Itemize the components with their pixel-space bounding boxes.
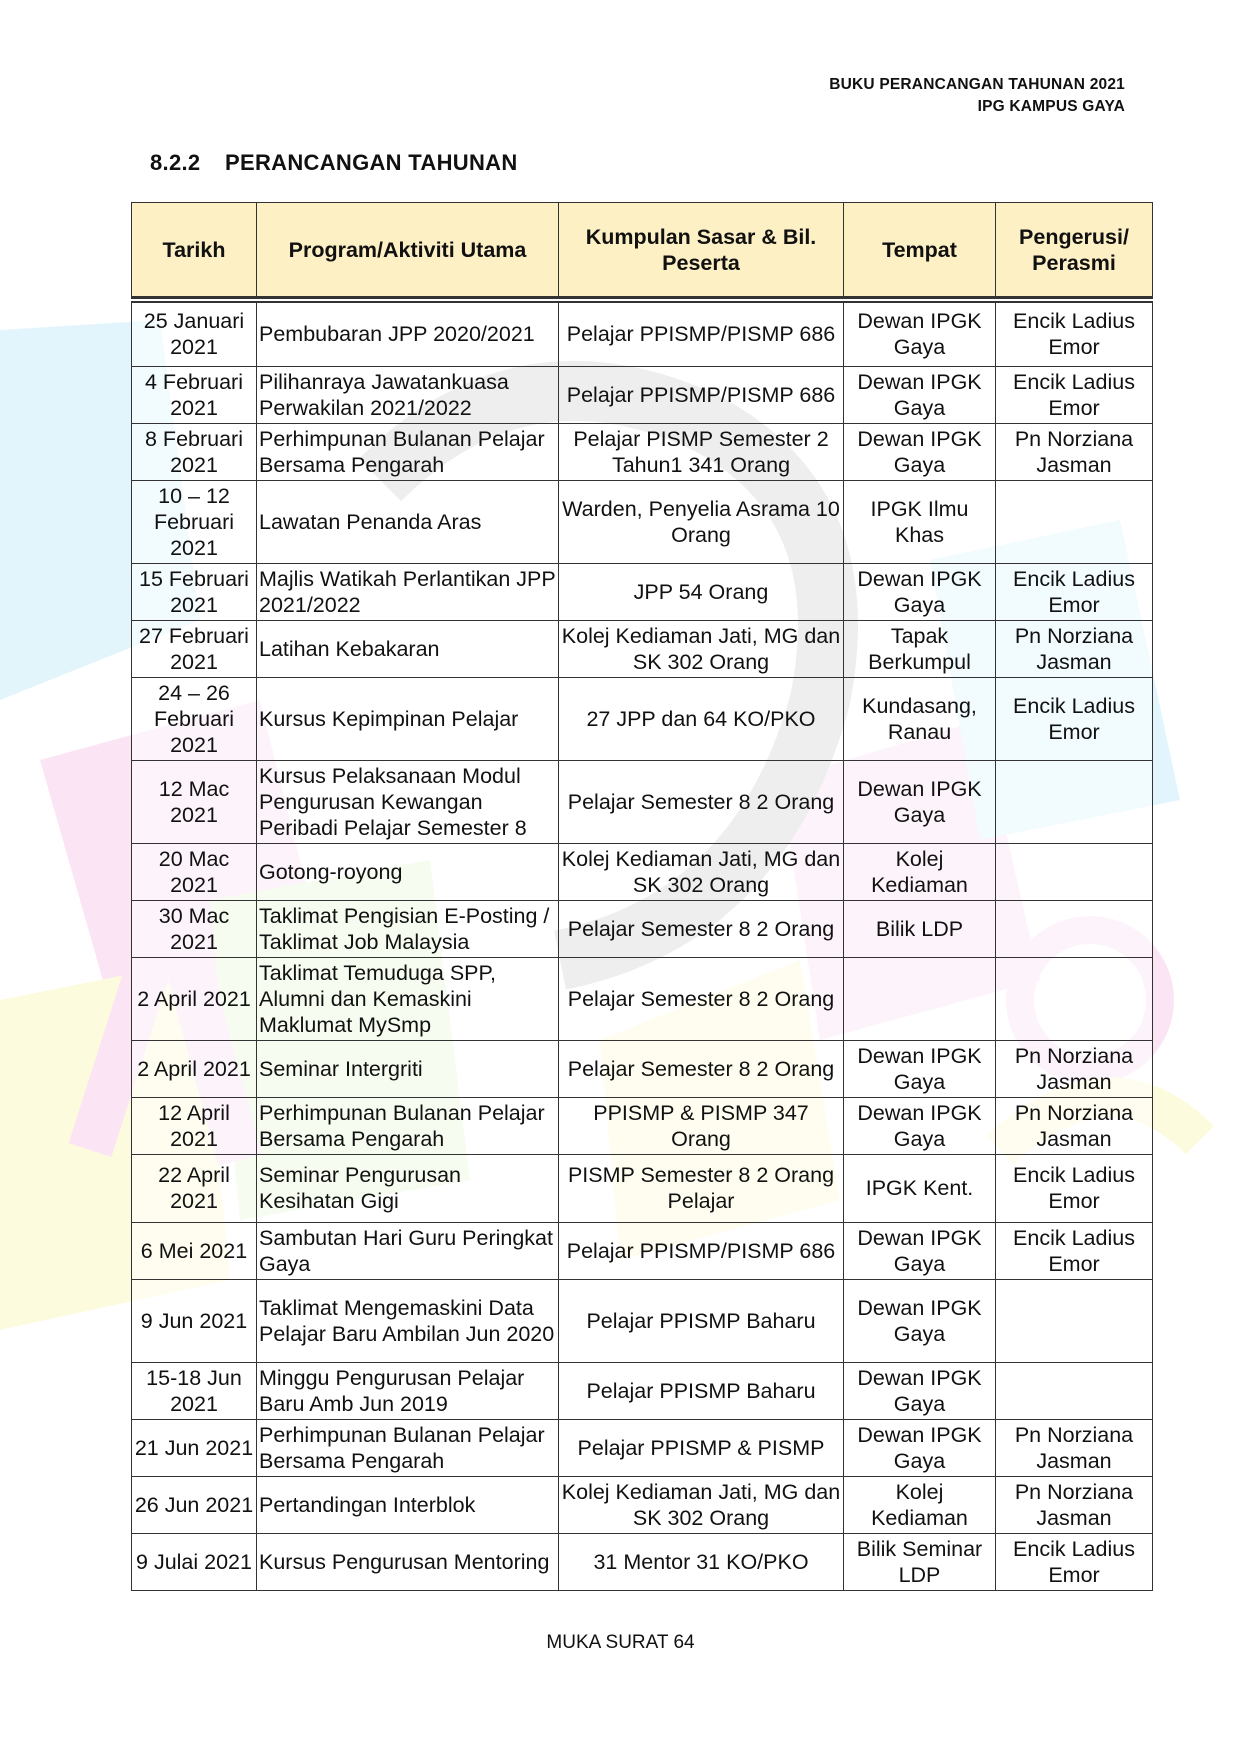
cell-program: Majlis Watikah Perlantikan JPP 2021/2022 <box>257 563 559 620</box>
cell-tempat: Kundasang, Ranau <box>844 677 996 760</box>
cell-kumpulan: JPP 54 Orang <box>559 563 844 620</box>
table-row <box>132 1154 1153 1222</box>
table-row <box>132 1097 1153 1154</box>
cell-program: Minggu Pengurusan Pelajar Baru Amb Jun 2019 <box>257 1362 559 1419</box>
cell-pengerusi: Encik Ladius Emor <box>996 1222 1153 1279</box>
section-title: PERANCANGAN TAHUNAN <box>225 150 518 175</box>
cell-kumpulan: Pelajar PPISMP Baharu <box>559 1279 844 1362</box>
cell-pengerusi: Pn Norziana Jasman <box>996 423 1153 480</box>
cell-tarikh: 27 Februari 2021 <box>132 620 257 677</box>
cell-program: Taklimat Mengemaskini Data Pelajar Baru Ambilan Jun 2020 <box>257 1279 559 1362</box>
cell-tarikh: 4 Februari 2021 <box>132 366 257 423</box>
cell-tarikh: 10 – 12 Februari 2021 <box>132 480 257 563</box>
cell-tarikh: 12 Mac 2021 <box>132 760 257 843</box>
header-title: BUKU PERANCANGAN TAHUNAN 2021 <box>829 76 1125 93</box>
cell-pengerusi: Encik Ladius Emor <box>996 1533 1153 1590</box>
cell-tarikh: 22 April 2021 <box>132 1154 257 1222</box>
cell-pengerusi: Pn Norziana Jasman <box>996 620 1153 677</box>
table-row <box>132 300 1153 366</box>
table-row <box>132 1040 1153 1097</box>
cell-program: Taklimat Temuduga SPP, Alumni dan Kemaskini Maklumat MySmp <box>257 957 559 1040</box>
cell-tempat: Dewan IPGK Gaya <box>844 1419 996 1476</box>
cell-tempat <box>844 957 996 1040</box>
table-row <box>132 366 1153 423</box>
cell-tarikh: 12 April 2021 <box>132 1097 257 1154</box>
cell-kumpulan: Kolej Kediaman Jati, MG dan SK 302 Orang <box>559 843 844 900</box>
cell-kumpulan: Pelajar Semester 8 2 Orang <box>559 900 844 957</box>
cell-pengerusi: Encik Ladius Emor <box>996 563 1153 620</box>
cell-tarikh: 24 – 26 Februari 2021 <box>132 677 257 760</box>
cell-pengerusi <box>996 1362 1153 1419</box>
cell-kumpulan: Pelajar PPISMP/PISMP 686 <box>559 1222 844 1279</box>
table-row <box>132 1222 1153 1279</box>
cell-tempat: Dewan IPGK Gaya <box>844 563 996 620</box>
cell-kumpulan: 31 Mentor 31 KO/PKO <box>559 1533 844 1590</box>
cell-kumpulan: Pelajar PPISMP/PISMP 686 <box>559 366 844 423</box>
cell-kumpulan: Pelajar PPISMP Baharu <box>559 1362 844 1419</box>
cell-program: Seminar Intergriti <box>257 1040 559 1097</box>
table-row <box>132 1476 1153 1533</box>
header-campus: IPG KAMPUS GAYA <box>977 98 1125 115</box>
cell-program: Perhimpunan Bulanan Pelajar Bersama Pengarah <box>257 1097 559 1154</box>
cell-program: Pilihanraya Jawatankuasa Perwakilan 2021/2022 <box>257 366 559 423</box>
cell-tempat: Dewan IPGK Gaya <box>844 1362 996 1419</box>
cell-tempat: Bilik Seminar LDP <box>844 1533 996 1590</box>
cell-pengerusi <box>996 480 1153 563</box>
cell-tempat: IPGK Ilmu Khas <box>844 480 996 563</box>
document-header <box>829 74 1125 118</box>
cell-tarikh: 9 Julai 2021 <box>132 1533 257 1590</box>
column-header-pengerusi: Pengerusi/ Perasmi <box>996 203 1153 297</box>
cell-pengerusi: Encik Ladius Emor <box>996 366 1153 423</box>
table-row <box>132 900 1153 957</box>
table-row <box>132 1362 1153 1419</box>
cell-kumpulan: 27 JPP dan 64 KO/PKO <box>559 677 844 760</box>
cell-pengerusi <box>996 843 1153 900</box>
cell-kumpulan: Kolej Kediaman Jati, MG dan SK 302 Orang <box>559 1476 844 1533</box>
cell-kumpulan: Pelajar Semester 8 2 Orang <box>559 1040 844 1097</box>
table-row <box>132 480 1153 563</box>
cell-program: Seminar Pengurusan Kesihatan Gigi <box>257 1154 559 1222</box>
cell-pengerusi: Pn Norziana Jasman <box>996 1097 1153 1154</box>
cell-pengerusi: Pn Norziana Jasman <box>996 1476 1153 1533</box>
cell-program: Pertandingan Interblok <box>257 1476 559 1533</box>
cell-tarikh: 2 April 2021 <box>132 1040 257 1097</box>
cell-kumpulan: PISMP Semester 8 2 Orang Pelajar <box>559 1154 844 1222</box>
section-heading <box>150 150 518 176</box>
table-row <box>132 1533 1153 1590</box>
cell-kumpulan: Kolej Kediaman Jati, MG dan SK 302 Orang <box>559 620 844 677</box>
cell-program: Gotong-royong <box>257 843 559 900</box>
table-row <box>132 1419 1153 1476</box>
table-row <box>132 1279 1153 1362</box>
cell-kumpulan: Warden, Penyelia Asrama 10 Orang <box>559 480 844 563</box>
cell-pengerusi <box>996 760 1153 843</box>
cell-pengerusi <box>996 900 1153 957</box>
table-row <box>132 620 1153 677</box>
cell-tarikh: 30 Mac 2021 <box>132 900 257 957</box>
cell-tempat: Dewan IPGK Gaya <box>844 1222 996 1279</box>
cell-kumpulan: PPISMP & PISMP 347 Orang <box>559 1097 844 1154</box>
cell-tarikh: 6 Mei 2021 <box>132 1222 257 1279</box>
cell-program: Lawatan Penanda Aras <box>257 480 559 563</box>
cell-tempat: Kolej Kediaman <box>844 843 996 900</box>
annual-plan-table <box>131 202 1153 1591</box>
table-row <box>132 760 1153 843</box>
cell-program: Sambutan Hari Guru Peringkat Gaya <box>257 1222 559 1279</box>
cell-pengerusi: Encik Ladius Emor <box>996 300 1153 366</box>
cell-tarikh: 8 Februari 2021 <box>132 423 257 480</box>
cell-kumpulan: Pelajar PPISMP/PISMP 686 <box>559 300 844 366</box>
cell-pengerusi <box>996 957 1153 1040</box>
cell-tempat: Dewan IPGK Gaya <box>844 1279 996 1362</box>
page-number: MUKA SURAT 64 <box>546 1632 695 1653</box>
table-row <box>132 843 1153 900</box>
cell-tempat: Dewan IPGK Gaya <box>844 1040 996 1097</box>
cell-tarikh: 21 Jun 2021 <box>132 1419 257 1476</box>
column-header-program: Program/Aktiviti Utama <box>257 203 559 297</box>
cell-tempat: Tapak Berkumpul <box>844 620 996 677</box>
cell-kumpulan: Pelajar PISMP Semester 2 Tahun1 341 Orang <box>559 423 844 480</box>
column-header-tempat: Tempat <box>844 203 996 297</box>
column-header-tarikh: Tarikh <box>132 203 257 297</box>
cell-program: Latihan Kebakaran <box>257 620 559 677</box>
cell-tarikh: 26 Jun 2021 <box>132 1476 257 1533</box>
cell-program: Taklimat Pengisian E-Posting / Taklimat Job Malaysia <box>257 900 559 957</box>
cell-program: Pembubaran JPP 2020/2021 <box>257 300 559 366</box>
cell-program: Kursus Pengurusan Mentoring <box>257 1533 559 1590</box>
table-row <box>132 423 1153 480</box>
cell-tempat: Kolej Kediaman <box>844 1476 996 1533</box>
cell-tempat: Bilik LDP <box>844 900 996 957</box>
cell-tarikh: 15-18 Jun 2021 <box>132 1362 257 1419</box>
cell-tempat: Dewan IPGK Gaya <box>844 300 996 366</box>
table-header-row <box>132 203 1153 297</box>
cell-pengerusi: Encik Ladius Emor <box>996 1154 1153 1222</box>
cell-pengerusi: Encik Ladius Emor <box>996 677 1153 760</box>
table-row <box>132 957 1153 1040</box>
cell-pengerusi <box>996 1279 1153 1362</box>
cell-tempat: Dewan IPGK Gaya <box>844 366 996 423</box>
cell-kumpulan: Pelajar Semester 8 2 Orang <box>559 957 844 1040</box>
cell-tempat: Dewan IPGK Gaya <box>844 423 996 480</box>
table-row <box>132 563 1153 620</box>
cell-tarikh: 2 April 2021 <box>132 957 257 1040</box>
cell-kumpulan: Pelajar Semester 8 2 Orang <box>559 760 844 843</box>
section-number: 8.2.2 <box>150 150 201 175</box>
cell-program: Perhimpunan Bulanan Pelajar Bersama Pengarah <box>257 1419 559 1476</box>
cell-program: Perhimpunan Bulanan Pelajar Bersama Pengarah <box>257 423 559 480</box>
cell-tempat: Dewan IPGK Gaya <box>844 1097 996 1154</box>
cell-pengerusi: Pn Norziana Jasman <box>996 1419 1153 1476</box>
cell-program: Kursus Kepimpinan Pelajar <box>257 677 559 760</box>
cell-tarikh: 25 Januari 2021 <box>132 300 257 366</box>
cell-tempat: IPGK Kent. <box>844 1154 996 1222</box>
table-row <box>132 677 1153 760</box>
cell-program: Kursus Pelaksanaan Modul Pengurusan Kewangan Peribadi Pelajar Semester 8 <box>257 760 559 843</box>
cell-tarikh: 20 Mac 2021 <box>132 843 257 900</box>
column-header-kumpulan: Kumpulan Sasar & Bil. Peserta <box>559 203 844 297</box>
cell-tarikh: 9 Jun 2021 <box>132 1279 257 1362</box>
cell-tarikh: 15 Februari 2021 <box>132 563 257 620</box>
cell-pengerusi: Pn Norziana Jasman <box>996 1040 1153 1097</box>
cell-tempat: Dewan IPGK Gaya <box>844 760 996 843</box>
cell-kumpulan: Pelajar PPISMP & PISMP <box>559 1419 844 1476</box>
